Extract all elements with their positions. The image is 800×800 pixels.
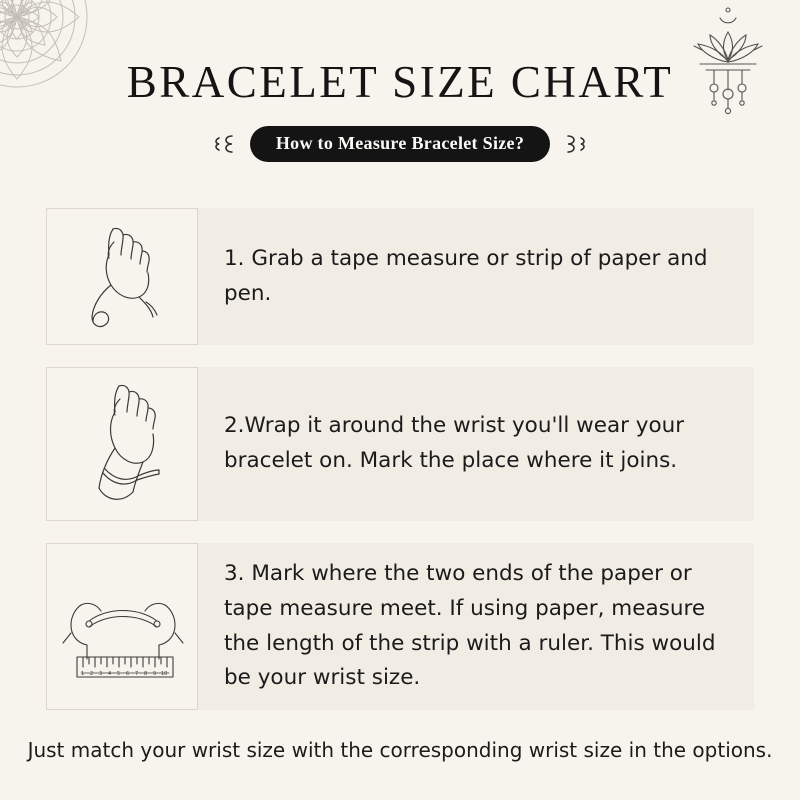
step-text-label: 3. Mark where the two ends of the paper or tape measure meet. If using paper, measure the length of the strip with a ruler. This would be your wrist size. bbox=[224, 561, 716, 691]
svg-text:10: 10 bbox=[161, 670, 168, 677]
hand-wrist-wrapped-tape-icon bbox=[46, 367, 198, 521]
svg-text:7: 7 bbox=[135, 670, 139, 677]
step-text bbox=[198, 208, 754, 345]
hand-holding-tape-measure-icon bbox=[46, 208, 198, 345]
svg-text:8: 8 bbox=[144, 670, 148, 677]
list-item bbox=[46, 543, 754, 710]
step-text-label: 1. Grab a tape measure or strip of paper and pen. bbox=[224, 245, 708, 306]
step-text-label: 2.Wrap it around the wrist you'll wear your bracelet on. Mark the place where it joins. bbox=[224, 413, 685, 473]
svg-text:1: 1 bbox=[81, 670, 85, 677]
swirl-ornament-icon bbox=[212, 131, 238, 157]
hands-measuring-strip-with-ruler-icon bbox=[46, 543, 198, 710]
step-text bbox=[198, 367, 754, 521]
list-item bbox=[46, 208, 754, 345]
list-item bbox=[46, 367, 754, 521]
subtitle-row bbox=[0, 126, 800, 162]
swirl-ornament-icon bbox=[562, 131, 588, 157]
svg-text:2: 2 bbox=[90, 670, 94, 677]
footer-note: Just match your wrist size with the corresponding wrist size in the options. bbox=[27, 738, 773, 762]
steps-list bbox=[46, 208, 754, 732]
svg-text:6: 6 bbox=[126, 670, 130, 677]
subtitle-pill: How to Measure Bracelet Size? bbox=[250, 126, 550, 162]
svg-text:5: 5 bbox=[117, 670, 121, 677]
page-title: BRACELET SIZE CHART bbox=[126, 57, 674, 107]
svg-text:3: 3 bbox=[99, 670, 103, 677]
svg-text:4: 4 bbox=[108, 670, 112, 677]
step-text bbox=[198, 543, 754, 710]
svg-text:9: 9 bbox=[153, 670, 157, 677]
